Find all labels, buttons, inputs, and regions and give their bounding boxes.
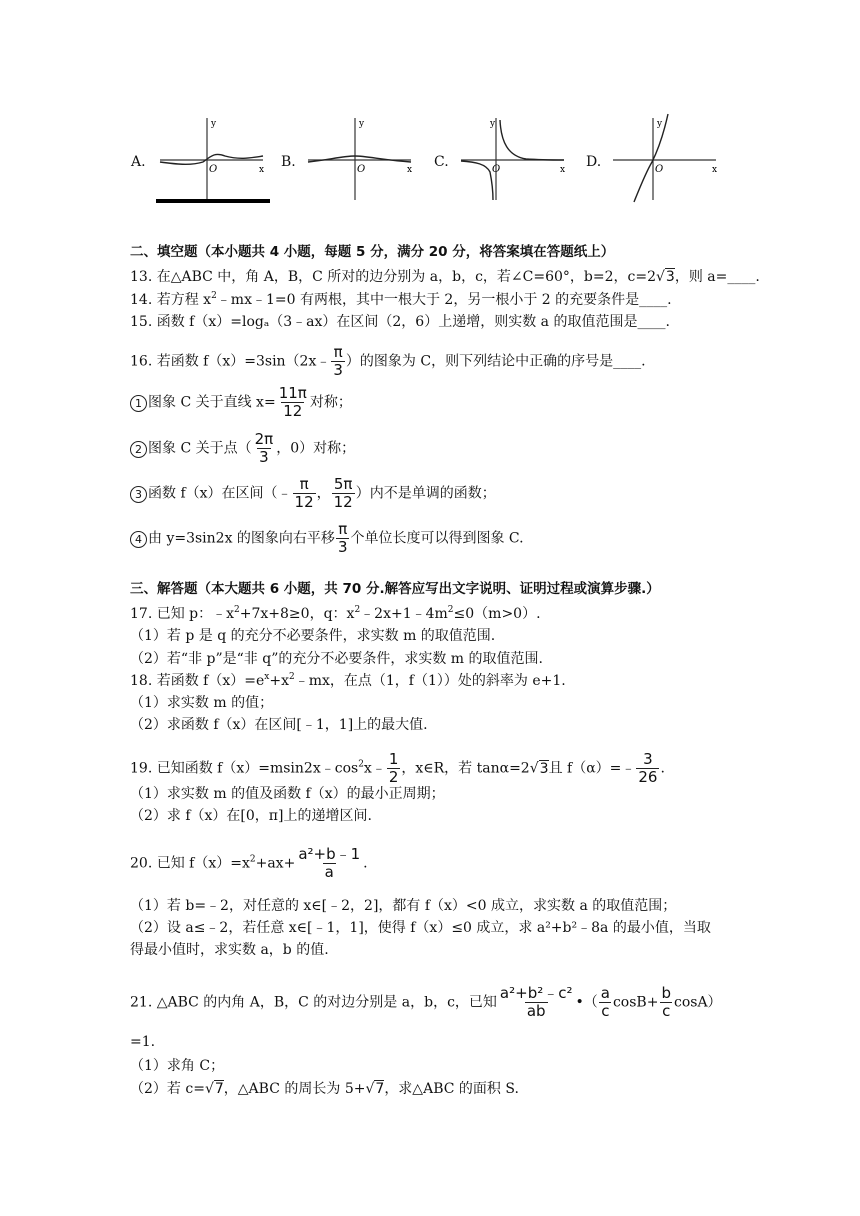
svg-text:x: x (259, 165, 265, 175)
question-17-part-1: （1）若 p 是 q 的充分不必要条件，求实数 m 的取值范围. (130, 628, 496, 644)
question-21-part-2: （2）若 c=√7，△ABC 的周长为 5+√7，求△ABC 的面积 S. (130, 1081, 519, 1097)
question-13: 13. 在△ABC 中，角 A，B，C 所对的边分别为 a，b，c，若∠C=60°，b=2，c=2√3，则 a=____. (130, 269, 760, 285)
question-20-part-1: （1）若 b=﹣2，对任意的 x∈[﹣2，2]，都有 f（x）<0 成立，求实数 a 的取值范围； (130, 898, 677, 914)
svg-text:y: y (657, 119, 663, 129)
option-c-graph (456, 112, 571, 204)
question-19: 19. 已知函数 $f(x)=msin2x﹣\cos^2x﹣$ $\frac{1}{2}$ ，x∈R，若 tanα=2√3且 f（α）=﹣ $\frac{3}{26}$ . (130, 750, 665, 786)
question-16: 16. 若函数 f（x）=3sin（2x﹣ $\frac{\pi}{3}$ ）的图象为 C，则下列结论中正确的序号是____. (130, 343, 646, 379)
option-b-graph (303, 112, 418, 204)
section2-heading: 二、填空题（本小题共 4 小题，每题 5 分，满分 20 分，将答案填在答题纸上） (130, 244, 615, 260)
option-d-graph (608, 112, 723, 204)
option-b (277, 112, 422, 204)
question-18-part-2: （2）求函数 f（x）在区间[﹣1，1]上的最大值. (130, 717, 428, 733)
underline-bar (156, 199, 270, 203)
graph-options-row (125, 112, 725, 222)
question-17-part-2: （2）若“非 p”是“非 q”的充分不必要条件，求实数 m 的取值范围. (130, 651, 543, 667)
question-21-part-1: （1）求角 C； (130, 1058, 225, 1074)
svg-text:O: O (209, 164, 218, 175)
section3-heading: 三、解答题（本大题共 6 小题，共 70 分.解答应写出文字说明、证明过程或演算步骤.） (130, 581, 660, 597)
question-14: 14. 若方程 $x^2﹣mx﹣1=0$ 有两根，其中一根大于 2，另一根小于 2 的充要条件是____. (130, 291, 672, 308)
question-20-part-3: 得最小值时，求实数 a，b 的值. (130, 942, 329, 958)
question-21-equation-end: =1. (130, 1034, 156, 1050)
statement-1: 1 图象 C 关于直线 x= $\frac{11\pi}{12}$ 对称； (130, 385, 352, 420)
statement-3: 3 函数 f（x）在区间（﹣ $\frac{\pi}{12}$ ， $\frac{5\pi}{12}$ ）内不是单调的函数； (130, 476, 496, 511)
circled-number-icon: 1 (130, 395, 147, 412)
svg-text:O: O (655, 164, 664, 175)
option-a (125, 112, 270, 204)
circled-number-icon: 2 (130, 441, 147, 458)
svg-text:x: x (407, 165, 413, 175)
statement-4: 4 由 y=3sin2x 的图象向右平移 $\frac{\pi}{3}$ 个单位长度可以得到图象 C. (130, 521, 524, 556)
question-18-part-1: （1）求实数 m 的值； (130, 695, 274, 711)
question-19-part-2: （2）求 f（x）在[0，π]上的递增区间. (130, 808, 372, 824)
circled-number-icon: 4 (130, 531, 147, 548)
option-a-y-label: y (211, 119, 217, 129)
question-15: 15. 函数 f（x）=logₐ（3﹣ax）在区间（2，6）上递增，则实数 a 的取值范围是____. (130, 314, 670, 330)
fraction: $\frac{\pi}{3}$ (333, 343, 343, 379)
question-20-part-2: （2）设 a≤﹣2，若任意 x∈[﹣1，1]，使得 f（x）≤0 成立，求 a²+b²﹣8a 的最小值，当取 (130, 920, 711, 936)
svg-text:y: y (490, 119, 496, 129)
svg-text:O: O (357, 164, 366, 175)
question-19-part-1: （1）求实数 m 的值及函数 f（x）的最小正周期； (130, 786, 445, 802)
svg-text:x: x (560, 165, 566, 175)
svg-text:y: y (359, 119, 365, 129)
statement-2: 2 图象 C 关于点（ $\frac{2\pi}{3}$ ，0）对称； (130, 431, 355, 466)
option-b-label: B. (281, 154, 296, 170)
question-20: 20. 已知 $f(x)=x^2+ax+$ $\frac{\text{a²+b﹣1}}{a}$ . (130, 845, 368, 881)
circled-number-icon: 3 (130, 486, 147, 503)
question-21: 21. △ABC 的内角 A，B，C 的对边分别是 a，b，c，已知 $\frac{\text{a²+b²﹣c²}}{ab}$ •（ $\frac{a}{c}$ cosB+ $\frac{b}{c}$ cosA） (130, 984, 722, 1020)
option-c-label: C. (434, 154, 449, 170)
option-a-graph (155, 112, 270, 204)
option-d (582, 112, 727, 204)
svg-text:O: O (492, 164, 501, 175)
question-18: 18. 若函数 $f(x)=e^x+x^2﹣mx$，在点（1，f（1））处的斜率为 e+1. (130, 672, 566, 689)
question-17: 17. 已知 p：$﹣x^2+7x+8\ge 0$，q：$x^2﹣2x+1﹣4m^2\le 0(m>0)$. (130, 605, 541, 622)
option-a-label: A. (131, 154, 146, 170)
option-c (430, 112, 575, 204)
option-d-label: D. (586, 154, 602, 170)
svg-text:x: x (712, 165, 718, 175)
